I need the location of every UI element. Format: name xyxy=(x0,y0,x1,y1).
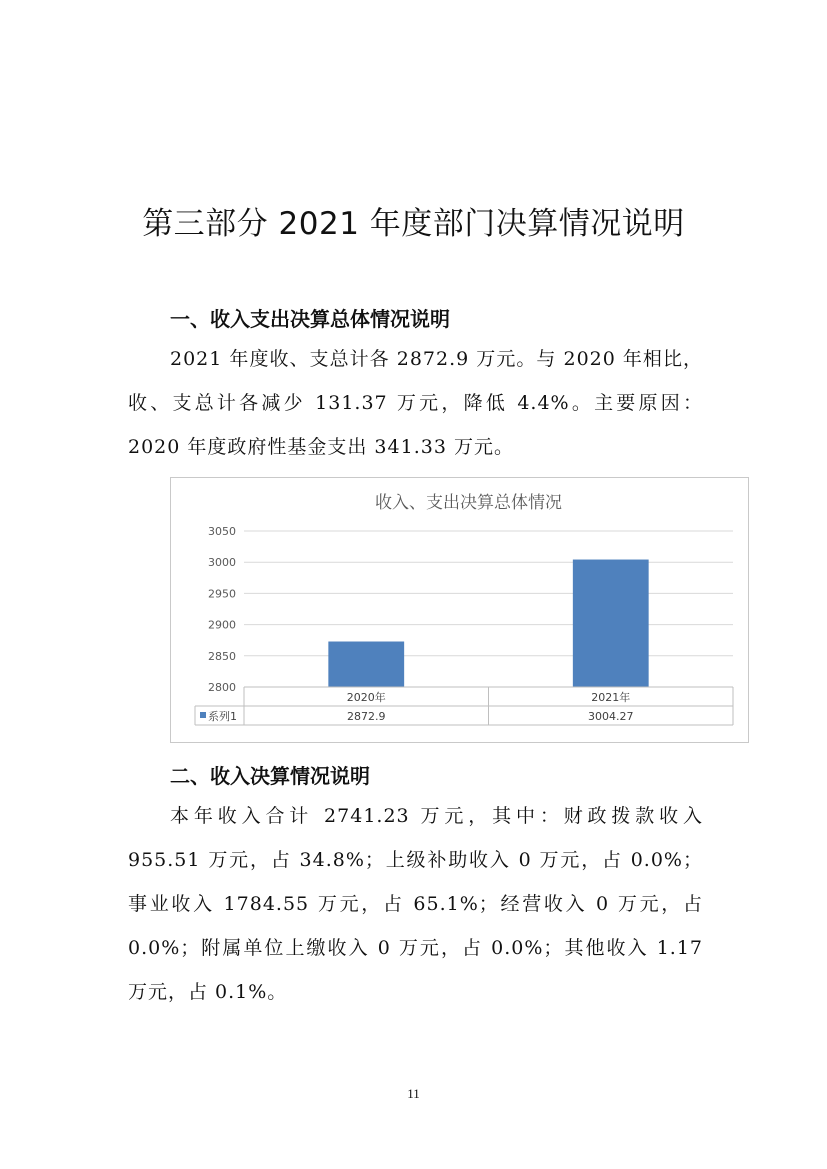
x-tick-label: 2020年 xyxy=(346,691,386,704)
y-tick-label: 2800 xyxy=(208,681,236,694)
legend-swatch xyxy=(200,712,206,718)
x-tick-label: 2021年 xyxy=(591,691,631,704)
bar xyxy=(573,560,649,687)
y-tick-label: 3000 xyxy=(208,556,236,570)
page-number: 11 xyxy=(407,1086,420,1101)
data-label: 2872.9 xyxy=(347,710,386,723)
y-tick-label: 2850 xyxy=(208,649,236,663)
y-tick-label: 2900 xyxy=(208,618,236,632)
chart-canvas xyxy=(171,478,748,742)
bar xyxy=(328,642,404,687)
data-label: 3004.27 xyxy=(588,710,634,723)
section2-paragraph: 本年收入合计 2741.23 万元，其中：财政拨款收入 955.51 万元，占 34.8%；上级补助收入 0 万元，占 0.0%；事业收入 1784.55 万元，占 65.1%；经营收入 0 万元，占 0.0%；附属单位上缴收入 0 万元，占 0.0%；其他收入 1.17 万元，占 0.1%。 xyxy=(128,805,703,1003)
section2-heading: 二、收入决算情况说明 xyxy=(170,764,370,788)
page-title: 第三部分 2021 年度部门决算情况说明 xyxy=(142,206,685,242)
legend-label: 系列1 xyxy=(208,710,237,723)
chart-title: 收入、支出决算总体情况 xyxy=(375,493,562,513)
bar-chart xyxy=(170,477,749,743)
y-tick-label: 2950 xyxy=(208,587,236,601)
section1-paragraph: 2021 年度收、支总计各 2872.9 万元。与 2020 年相比，收、支总计各减少 131.37 万元，降低 4.4%。主要原因：2020 年度政府性基金支出 341.33 万元。 xyxy=(128,348,703,458)
y-tick-label: 3050 xyxy=(208,525,236,538)
section1-heading: 一、收入支出决算总体情况说明 xyxy=(170,307,450,331)
